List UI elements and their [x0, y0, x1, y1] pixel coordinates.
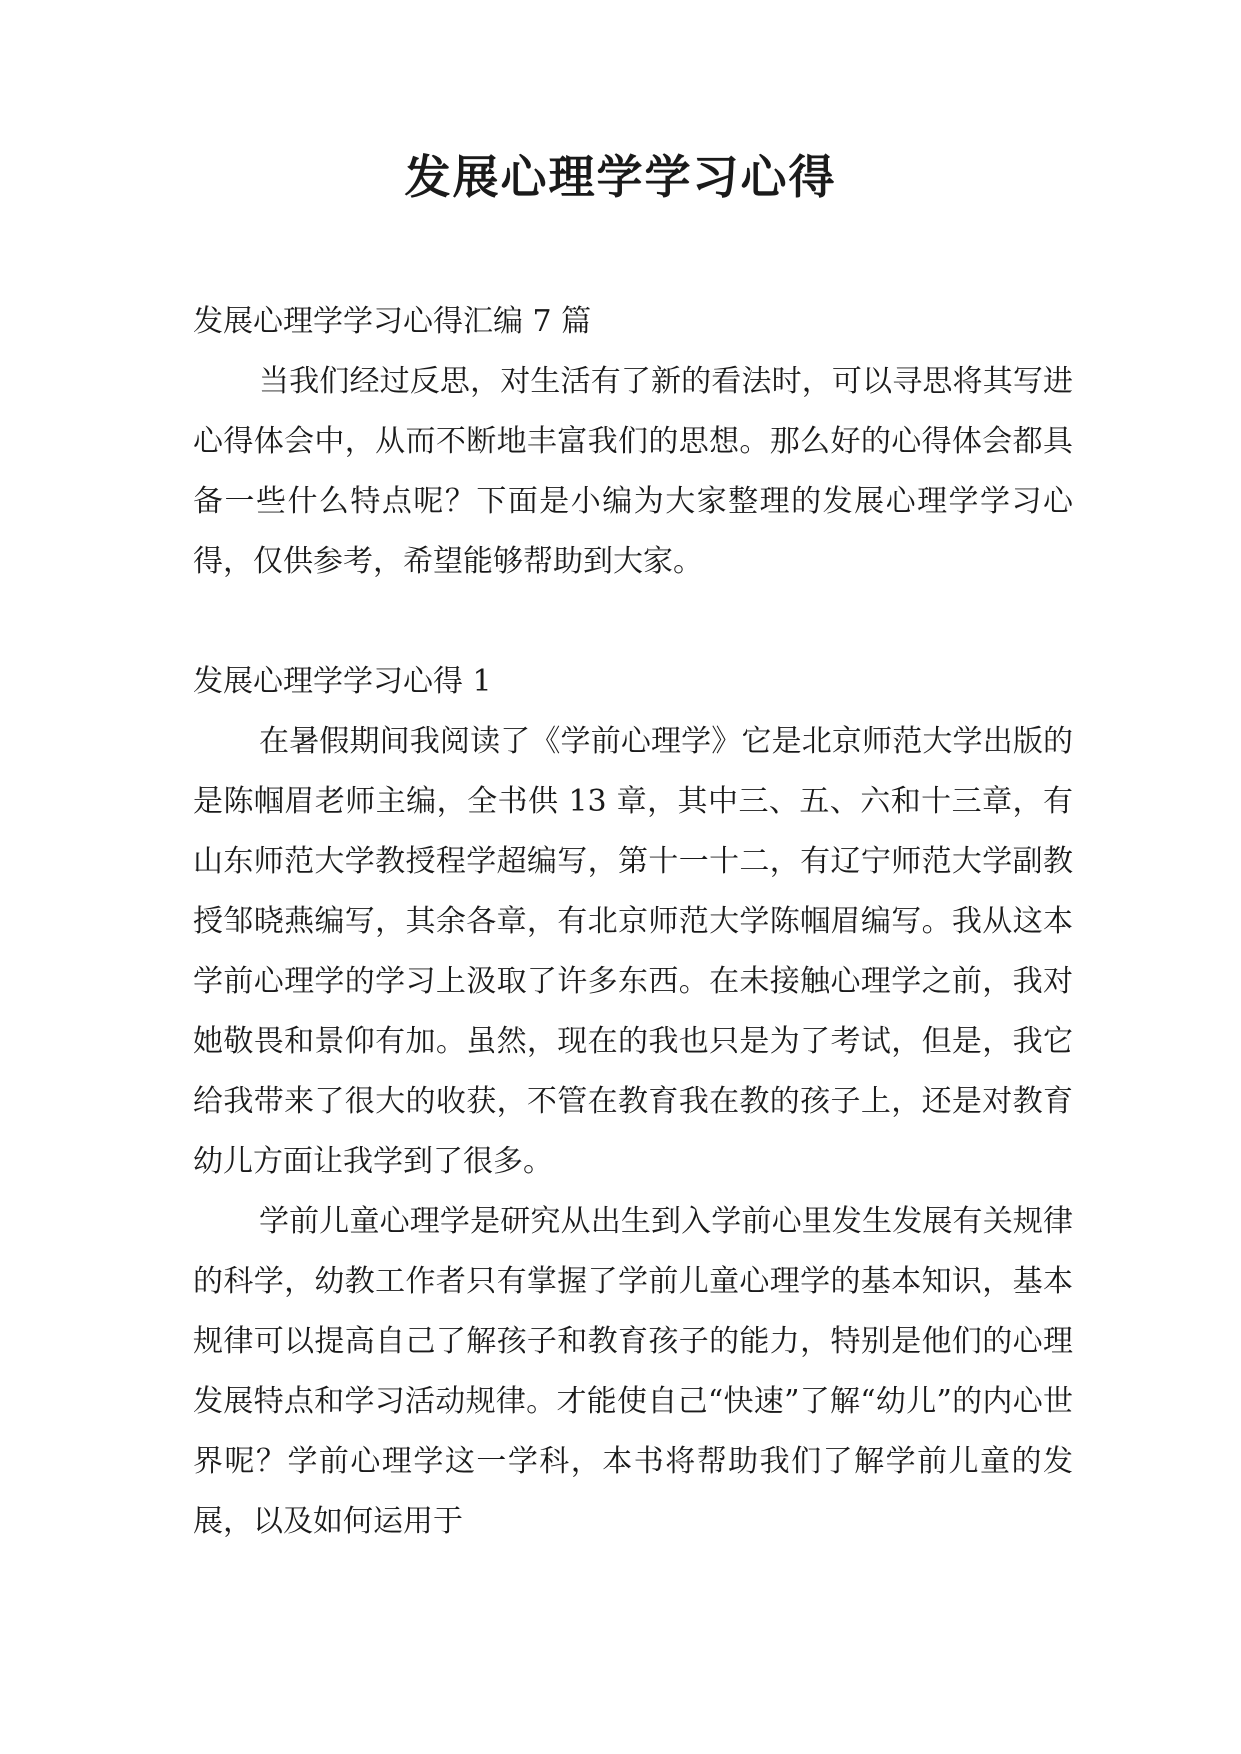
- document-title: 发展心理学学习心得: [404, 150, 837, 204]
- section1-paragraph-2: 学前儿童心理学是研究从出生到入学前心里发生发展有关规律的科学，幼教工作者只有掌握了学前儿童心理学的基本知识，基本规律可以提高自己了解孩子和教育孩子的能力，特别是他们的心理发展特点和学习活动规律。才能使自己“快速”了解“幼儿”的内心世界呢？学前心理学这一学科，本书将帮助我们了解学前儿童的发展，以及如何运用于: [193, 1204, 1073, 1539]
- intro-paragraph: 当我们经过反思，对生活有了新的看法时，可以寻思将其写进心得体会中，从而不断地丰富我们的思想。那么好的心得体会都具备一些什么特点呢？下面是小编为大家整理的发展心理学学习心得，仅供参考，希望能够帮助到大家。: [193, 364, 1073, 579]
- document-subtitle: 发展心理学学习心得汇编 7 篇: [193, 304, 592, 339]
- section-heading-1: 发展心理学学习心得 1: [193, 664, 492, 699]
- document-body: [193, 292, 1073, 1552]
- section1-paragraph-1: 在暑假期间我阅读了《学前心理学》它是北京师范大学出版的是陈帼眉老师主编，全书供 13 章，其中三、五、六和十三章，有山东师范大学教授程学超编写，第十一十二，有辽宁师范大学副教授邹晓燕编写，其余各章，有北京师范大学陈帼眉编写。我从这本学前心理学的学习上汲取了许多东西。在未接触心理学之前，我对她敬畏和景仰有加。虽然，现在的我也只是为了考试，但是，我它给我带来了很大的收获，不管在教育我在教的孩子上，还是对教育幼儿方面让我学到了很多。: [193, 724, 1073, 1179]
- section-spacer: [193, 592, 1073, 652]
